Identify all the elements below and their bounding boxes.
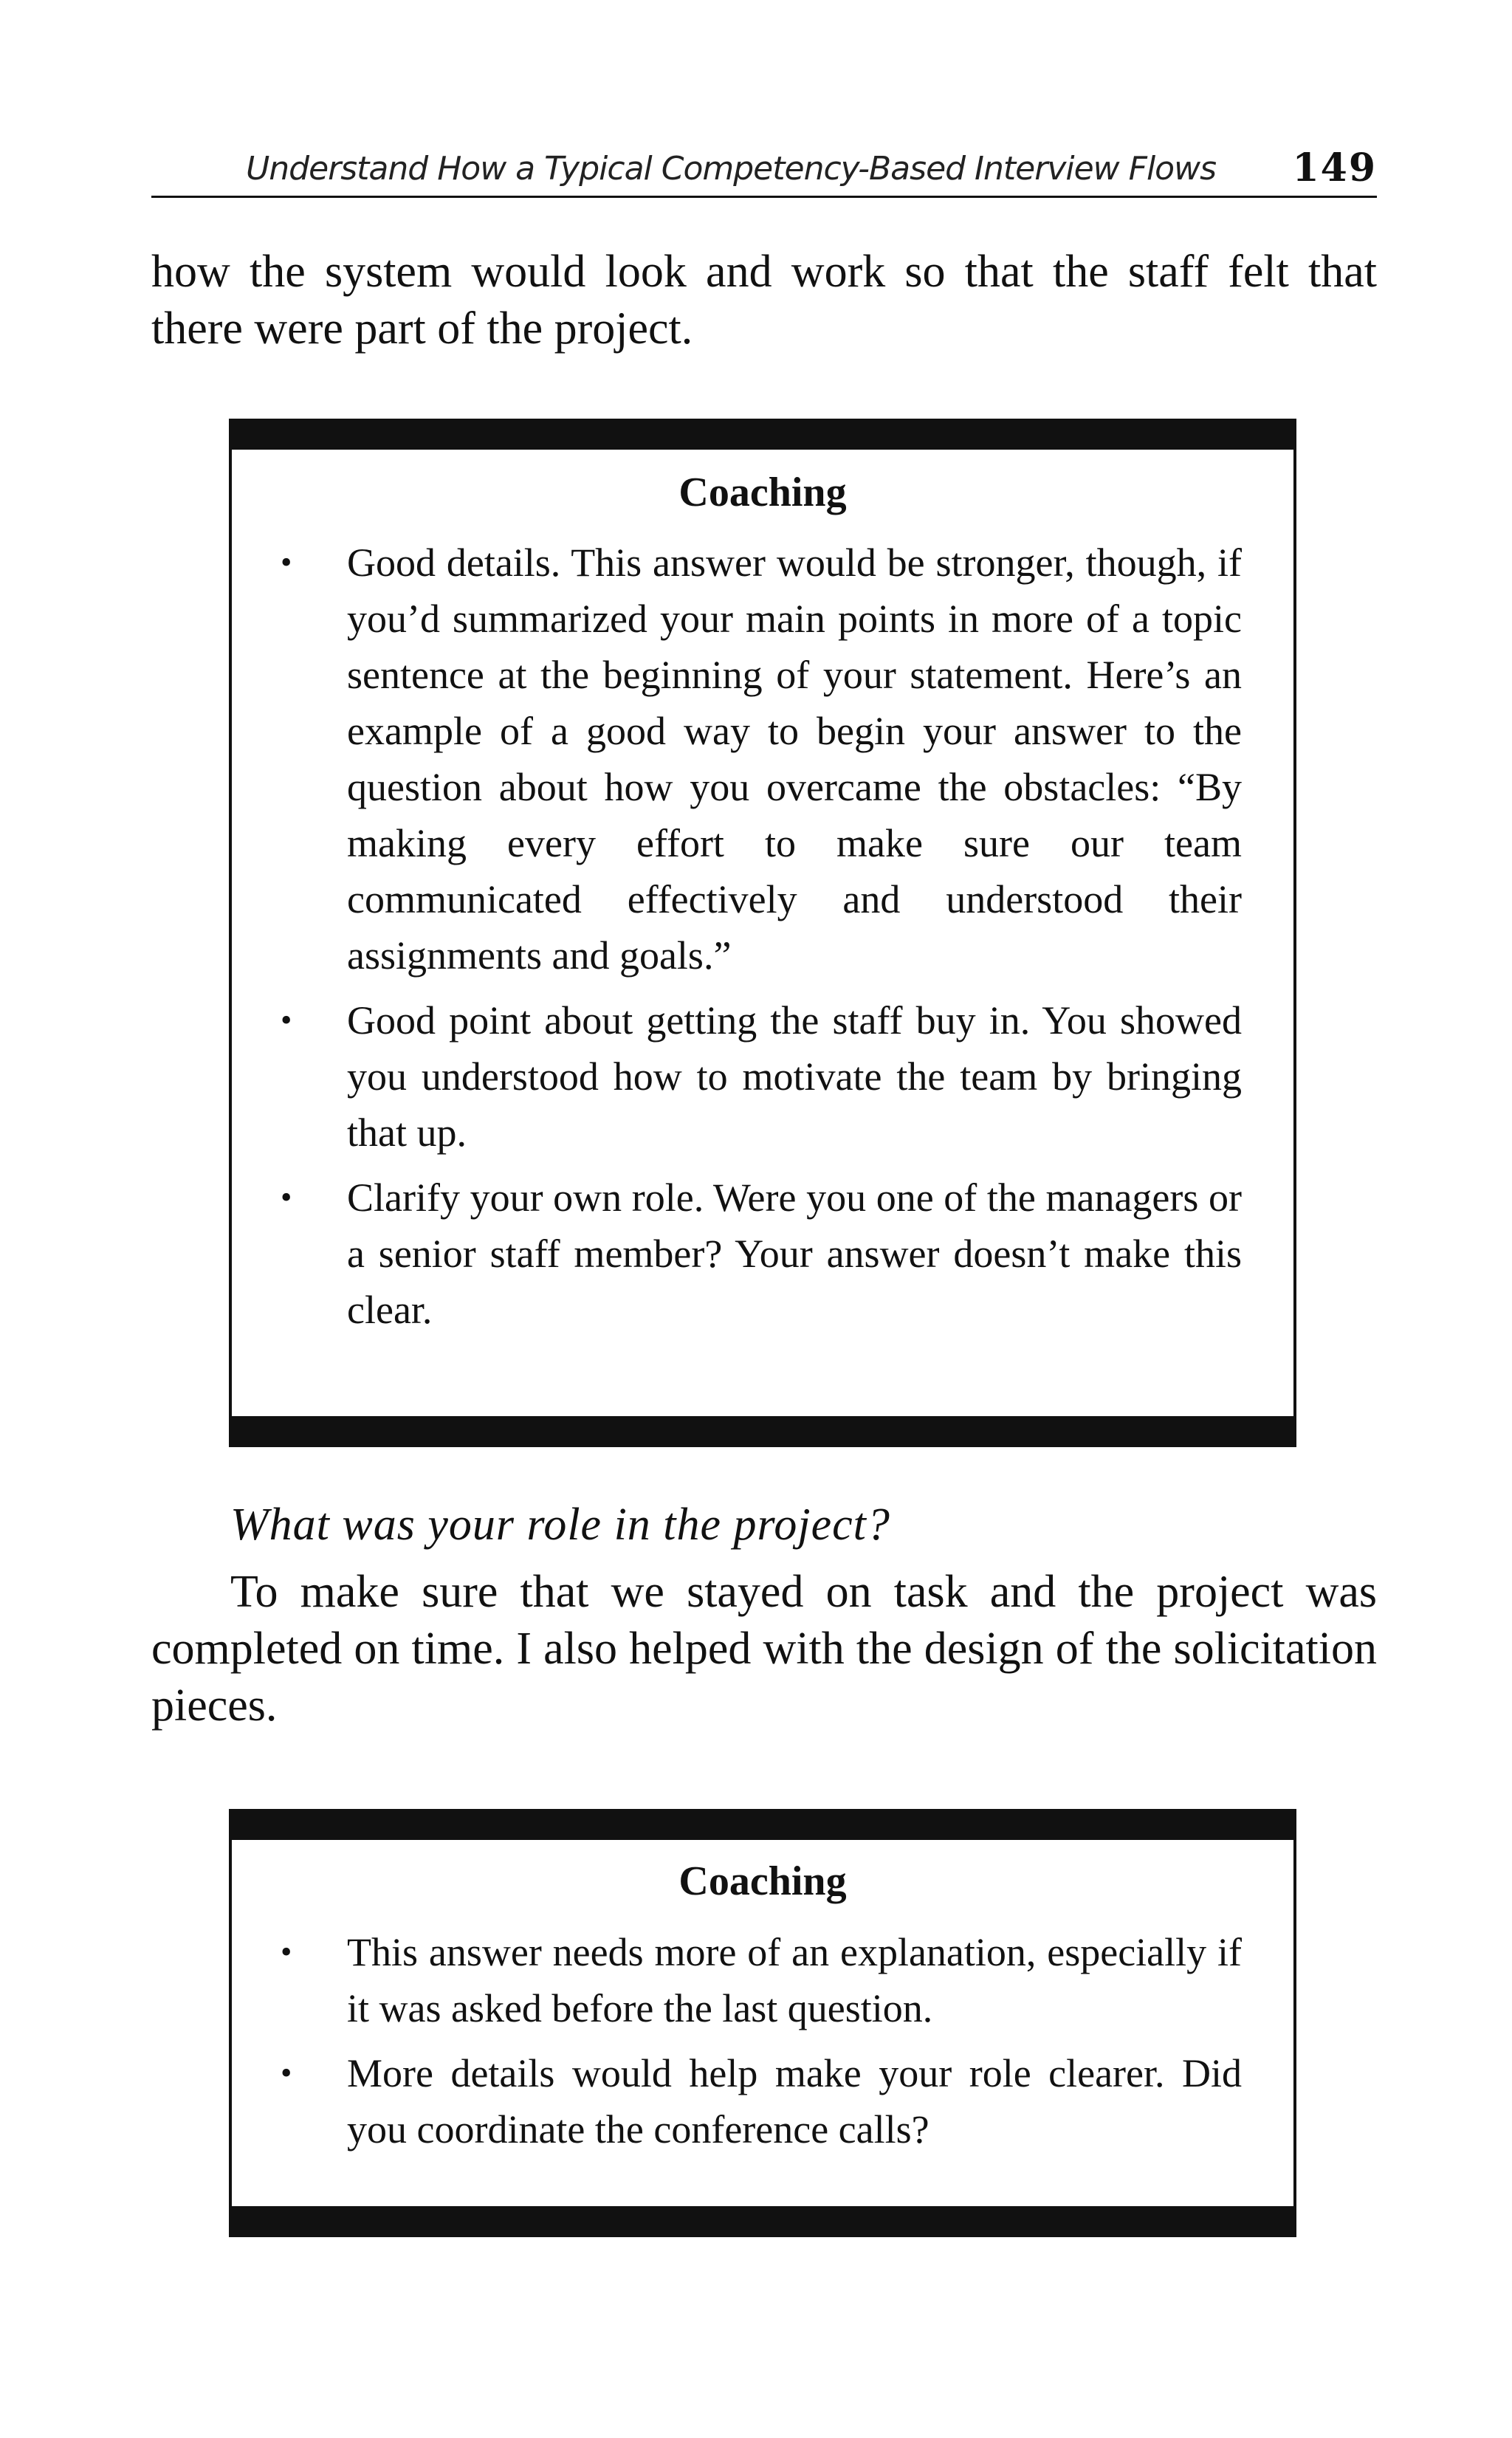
body-paragraph: how the system would look and work so that the staff felt that there were part of the project.: [151, 247, 1377, 354]
coaching-item: [232, 535, 1293, 983]
interview-question: What was your role in the project?: [230, 1500, 890, 1550]
bullet-icon: •: [281, 1934, 292, 1970]
running-header: [151, 144, 1377, 198]
coaching-box: [229, 419, 1296, 1447]
coaching-item: [232, 1170, 1293, 1338]
coaching-item-text: Good point about getting the staff buy in. You showed you understood how to motivate the team by bringing that up.: [347, 998, 1242, 1155]
coaching-heading: Coaching: [678, 470, 847, 515]
coaching-list: [232, 1924, 1293, 2166]
bullet-icon: •: [281, 544, 292, 580]
coaching-item-text: More details would help make your role clearer. Did you coordinate the conference calls?: [347, 2051, 1242, 2152]
box-top-bar: [229, 1809, 1296, 1840]
coaching-item-text: Good details. This answer would be stronger, though, if you’d summarized your main points in more of a topic sentence at the beginning of your statement. Here’s an example of a good way to begin your answer to the question about how you overcame the obstacles: “By making every effort to make sure our team communicated effectively and understood their assignments and goals.”: [347, 540, 1242, 978]
bullet-icon: •: [281, 1179, 292, 1215]
coaching-list: [232, 535, 1293, 1347]
bullet-icon: •: [281, 1002, 292, 1038]
coaching-heading: Coaching: [678, 1858, 847, 1904]
coaching-box: [229, 1809, 1296, 2237]
coaching-item: [232, 2045, 1293, 2157]
body-paragraph: To make sure that we stayed on task and the project was completed on time. I also helped with the design of the solicitation pieces.: [151, 1567, 1377, 1731]
running-title: Understand How a Typical Competency-Based Interview Flows: [246, 150, 1216, 188]
box-bottom-bar: [229, 1416, 1296, 1447]
page-number: 149: [1292, 145, 1377, 190]
coaching-item-text: Clarify your own role. Were you one of the managers or a senior staff member? Your answer doesn’t make this clear.: [347, 1175, 1242, 1332]
coaching-item: [232, 1924, 1293, 2036]
coaching-item: [232, 992, 1293, 1161]
coaching-item-text: This answer needs more of an explanation, especially if it was asked before the last question.: [347, 1930, 1242, 2030]
bullet-icon: •: [281, 2055, 292, 2091]
box-bottom-bar: [229, 2206, 1296, 2237]
box-top-bar: [229, 419, 1296, 450]
